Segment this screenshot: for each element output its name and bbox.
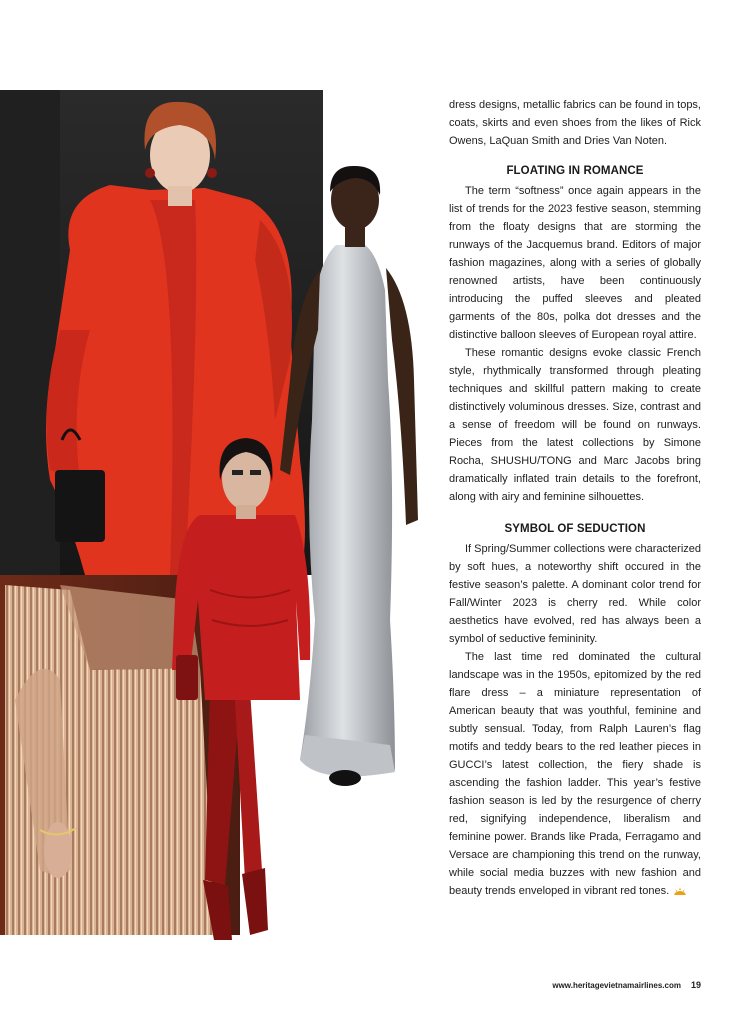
runway-photo-red-fur-coat	[0, 90, 323, 575]
section-heading-floating-in-romance: FLOATING IN ROMANCE	[506, 165, 644, 177]
article-body	[449, 96, 701, 900]
footer-url: www.heritagevietnamairlines.com	[552, 981, 681, 990]
section2-paragraph-2-text: The last time red dominated the cultural landscape was in the 1950s, epitomized by the red flare dress – a miniature representation of American beauty that was youthful, feminine and subtly sensual. Today, from Ralph Lauren’s flag motifs and teddy bears to the red leather pieces in GUCCI’s latest collection, the fiery shade is ascending the fashion ladder. This year’s festive fashion season is led by the resurgence of cherry red, signifying independence, liberalism and feminine power. Brands like Prada, Ferragamo and Versace are championing this trend on the runway, while social media buzzes with new fashion and beauty trends enveloped in vibrant red tones.	[449, 651, 701, 897]
intro-paragraph: dress designs, metallic fabrics can be found in tops, coats, skirts and even shoes from the likes of Rick Owens, LaQuan Smith and Dries Van Noten.	[449, 99, 701, 147]
section1-paragraph-1: The term “softness” once again appears in the list of trends for the 2023 festive season, stemming from the floaty designs that are storming the runways of the Jacquemus brand. Editors of major fashion magazines, along with a series of globally renowned artists, have been continuously introducing the puffed sleeves and pleated garments of the 80s, polka dot dresses and the distinctive balloon sleeves of European royal attire.	[449, 185, 701, 341]
page-footer	[552, 980, 701, 990]
section-heading-symbol-of-seduction: SYMBOL OF SEDUCTION	[504, 523, 646, 535]
sun-icon	[673, 886, 687, 896]
section2-paragraph-2	[449, 648, 701, 900]
section2-paragraph-1: If Spring/Summer collections were characterized by soft hues, a noteworthy shift occured in the festive season’s palette. A dominant color trend for Fall/Winter 2023 is cherry red. While color aesthetics have evolved, red has always been a symbol of seductive femininity.	[449, 543, 701, 645]
page-number: 19	[690, 980, 701, 990]
section1-paragraph-2: These romantic designs evoke classic French style, rhythmically transformed through pleating techniques and skillful pattern making to create distinctively voluminous dresses. Size, contrast and a sense of freedom will be found on runways. Pieces from the latest collections by Simone Rocha, SHUSHU/TONG and Marc Jacobs bring dramatically inflated train details to the forefront, along with airy and feminine silhouettes.	[449, 347, 701, 503]
